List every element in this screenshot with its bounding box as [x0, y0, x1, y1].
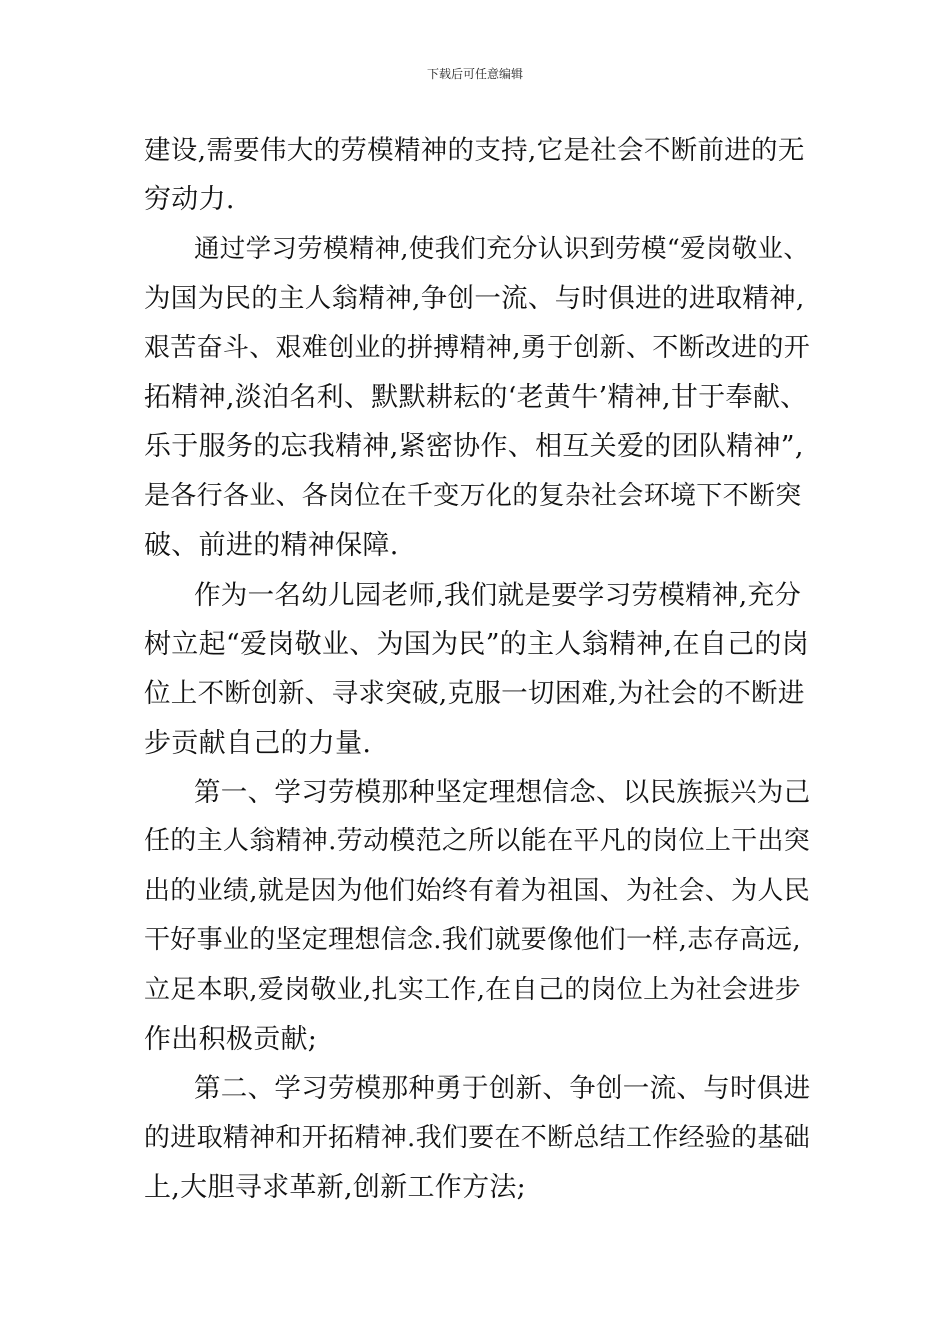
paragraph-line: 任的主人翁精神.劳动模范之所以能在平凡的岗位上干出突: [144, 826, 811, 857]
paragraph-first-line: 作为一名幼儿园老师,我们就是要学习劳模精神,充分: [194, 579, 802, 611]
paragraph-line: 树立起“爱岗敬业、为国为民”的主人翁精神,在自己的岗: [144, 628, 809, 660]
paragraph-line: 出的业绩,就是因为他们始终有着为祖国、为社会、为人民: [144, 875, 811, 906]
paragraph-line: 建设,需要伟大的劳模精神的支持,它是社会不断前进的无: [144, 135, 805, 166]
paragraph-line: 穷动力.: [144, 184, 235, 216]
page-header: 下载后可任意编辑: [426, 67, 523, 81]
paragraph-line: 位上不断创新、寻求突破,克服一切困难,为社会的不断进: [144, 678, 805, 710]
paragraph-line: 作出积极贡献;: [144, 1024, 318, 1056]
paragraph-line: 拓精神,淡泊名利、默默耕耘的‘老黄牛’精神,甘于奉献、: [144, 381, 808, 413]
paragraph-line: 立足本职,爱岗敬业,扎实工作,在自己的岗位上为社会进步: [144, 974, 801, 1005]
paragraph-line: 干好事业的坚定理想信念.我们就要像他们一样,志存高远,: [144, 925, 801, 956]
paragraph-line: 乐于服务的忘我精神,紧密协作、相互关爱的团队精神”,: [144, 431, 804, 463]
paragraph-line: 艰苦奋斗、艰难创业的拼搏精神,勇于创新、不断改进的开: [144, 332, 811, 363]
paragraph-line: 步贡献自己的力量.: [144, 727, 372, 759]
document-body: [144, 126, 810, 1213]
paragraph-line: 是各行各业、各岗位在千变万化的复杂社会环境下不断突: [144, 480, 802, 511]
paragraph-first-line: 通过学习劳模精神,使我们充分认识到劳模“爱岗敬业、: [194, 233, 810, 264]
paragraph-line: 为国为民的主人翁精神,争创一流、与时俱进的进取精神,: [144, 283, 805, 315]
paragraph-first-line: 第二、学习劳模那种勇于创新、争创一流、与时俱进: [194, 1073, 811, 1105]
paragraph-line: 的进取精神和开拓精神.我们要在不断总结工作经验的基础: [144, 1122, 811, 1153]
paragraph-line: 破、前进的精神保障.: [144, 530, 399, 562]
paragraph-line: 上,大胆寻求革新,创新工作方法;: [144, 1172, 527, 1204]
paragraph-first-line: 第一、学习劳模那种坚定理想信念、以民族振兴为己: [194, 777, 811, 809]
